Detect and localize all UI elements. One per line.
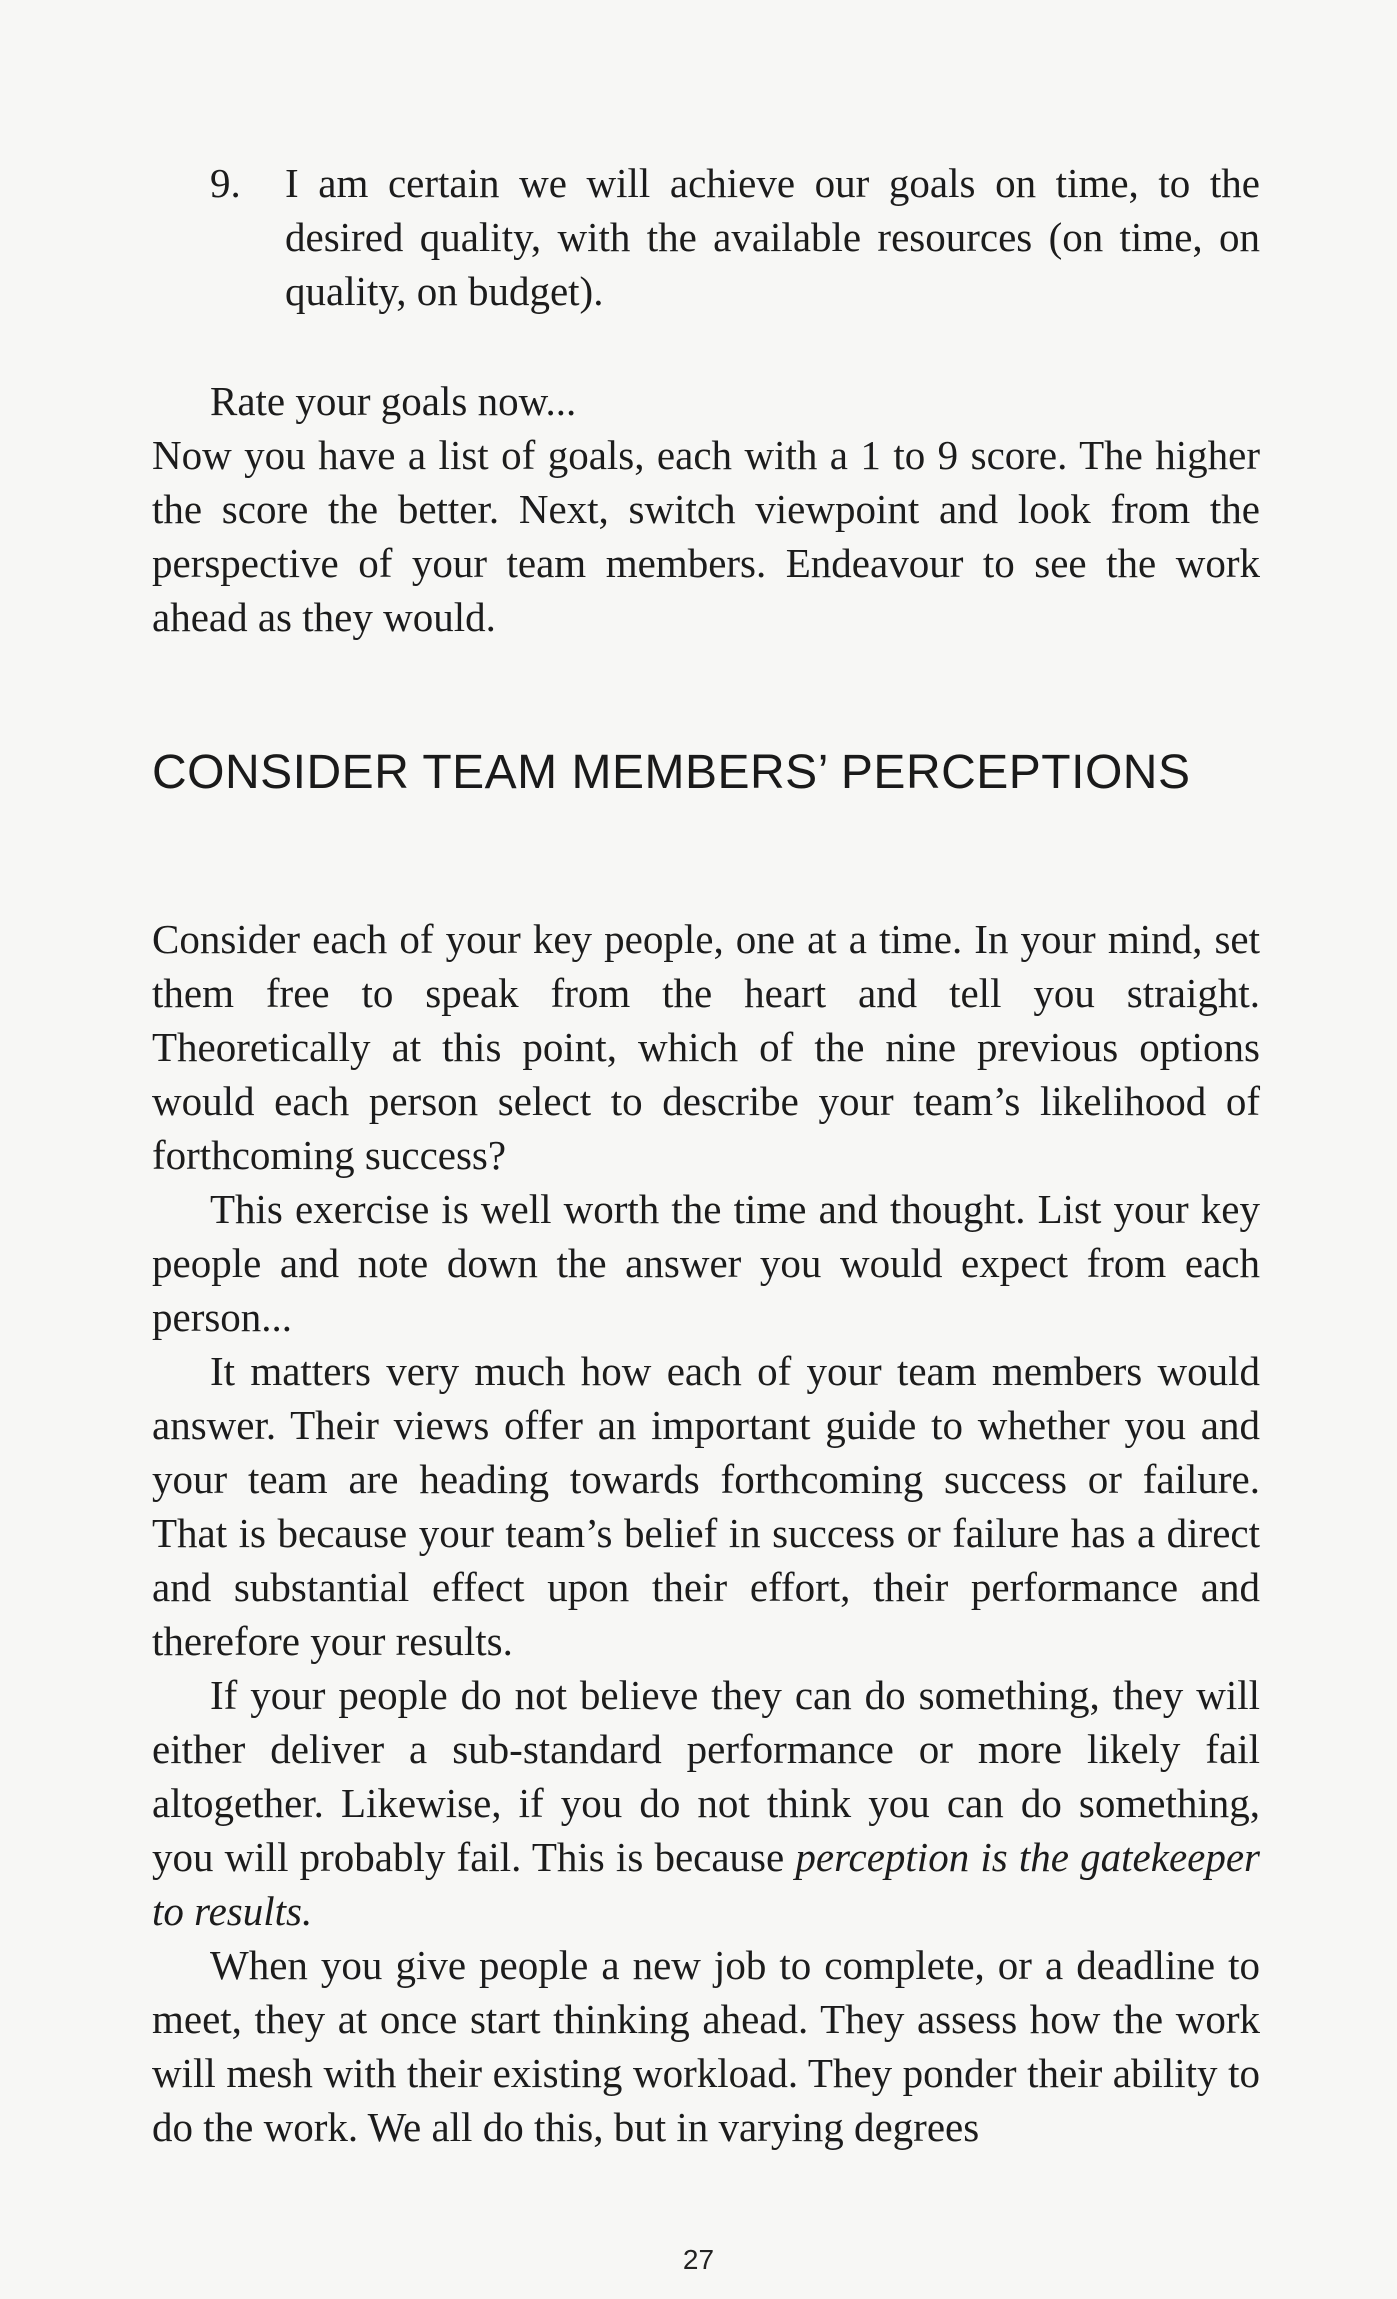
rate-intro: Rate your goals now... [210,378,577,424]
paragraph-4-emphasis: perception is the gatekeeper to results. [152,1834,1260,1934]
main-body [152,912,1260,2154]
list-item-text: I am certain we will achieve our goals on time, to the desired quality, with the available resources (on time, on quality, on budget). [285,160,1260,314]
paragraph-1: Consider each of your key people, one at a time. In your mind, set them free to speak from the heart and tell you straight. Theoretically at this point, which of the nine previous options would each person select to describe your team’s likelihood of forthcoming success? [152,916,1260,1178]
paragraph-3: It matters very much how each of your team members would answer. Their views offer an important guide to whether you and your team are heading towards forthcoming success or failure. That is because your team’s belief in success or failure has a direct and substantial effect upon their effort, their performance and therefore your results. [152,1348,1260,1664]
page-number: 27 [682,2244,715,2275]
rate-section [152,374,1260,644]
rate-paragraph: Now you have a list of goals, each with a 1 to 9 score. The higher the score the better. Next, switch viewpoint and look from the perspective of your team members. Endeavour to see the work ahead as they would. [152,432,1260,640]
paragraph-4-text: If your people do not believe they can do something, they will either deliver a sub-standard performance or more likely fail altogether. Likewise, if you do not think you can do something, you will probably fail. This is because [152,1672,1260,1880]
paragraph-4 [152,1668,1260,1938]
paragraph-2: This exercise is well worth the time and thought. List your key people and note down the answer you would expect from each person... [152,1186,1260,1340]
numbered-list-item [210,156,1260,318]
paragraph-5: When you give people a new job to complete, or a deadline to meet, they at once start thinking ahead. They assess how the work will mesh with their existing workload. They ponder their ability to do the work. We all do this, but in varying degrees [152,1942,1260,2150]
list-item-number: 9. [210,160,241,206]
section-heading: CONSIDER TEAM MEMBERS’ PERCEPTIONS [152,746,1191,799]
